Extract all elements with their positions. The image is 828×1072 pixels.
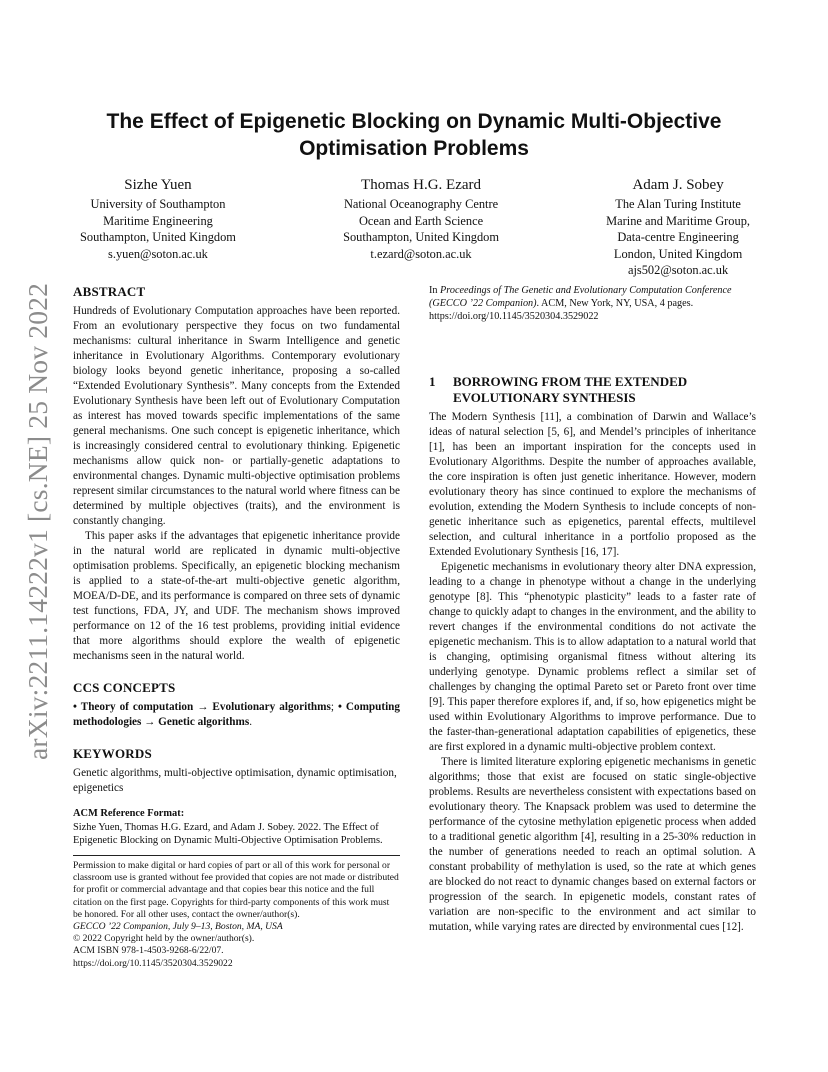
section-1-paragraph-2: Epigenetic mechanisms in evolutionary theory alter DNA expression, leading to a change in phenotype without a change in the underlying genotype [8]. This “phenotypic plasticity” leads to a faster rate of change to quickly adapt to changes in the environment, and the ability to revert changes if the environmental conditions do not activate the epigenetic mechanism. This is to allow adaptation to a natural world that is changing, optimising organismal fitness without altering its underlying genotype. Dynamic problems reflect a similar set of challenges by changing the optimal Pareto set or Pareto front over time [9]. This paper therefore explores if, and, if so, how epigenetics might be used within Evolutionary Algorithms to improve performance. Due to the faster-than-generational adaptation capabilities of epigenetics, these are first explored in a dynamic multi-objective problem context. xyxy=(429,560,756,753)
author-affiliation: The Alan Turing Institute xyxy=(615,197,741,211)
ccs-concepts-section xyxy=(73,680,400,730)
title-line-2: Optimisation Problems xyxy=(299,137,529,160)
proceedings-title: Proceedings of The Genetic and Evolutionary Computation Conference (GECCO ’22 Companion) xyxy=(429,285,732,310)
section-1-heading xyxy=(429,374,756,406)
keywords-section xyxy=(73,746,400,796)
author-location: Southampton, United Kingdom xyxy=(343,230,499,244)
ccs-heading: CCS CONCEPTS xyxy=(73,680,176,695)
abstract-paragraph-2: This paper asks if the advantages that epigenetic inheritance provide in the natural world are replicated in dynamic multi-objective optimisation problems. Specifically, an epigenetic blocking mechanism is applied to a state-of-the-art multi-objective genetic algorithm, MOEA/D-DE, and its performance is compared on three sets of dynamic test functions, FDA, JY, and UDF. The mechanism shows improved performance on 12 of the 16 test problems, providing initial evidence that more algorithms should explore the wealth of epigenetic mechanisms seen in the natural world. xyxy=(73,530,400,662)
author-block xyxy=(80,175,750,279)
abstract-section xyxy=(73,284,400,664)
author-name: Sizhe Yuen xyxy=(124,177,192,193)
permission-text: Permission to make digital or hard copies of part or all of this work for personal or classroom use is granted without fee provided that copies are not made or distributed for profit or commercial advantage and that copies bear this notice and the full citation on the first page. Copyrights for third-party components of this work must be honored. For all other uses, contact the owner/author(s). xyxy=(73,860,399,920)
author-name: Adam J. Sobey xyxy=(632,177,724,193)
author-2 xyxy=(343,175,499,279)
permission-footnote xyxy=(73,860,400,970)
author-department: Marine and Maritime Group, xyxy=(606,213,750,228)
doi-link[interactable]: https://doi.org/10.1145/3520304.3529022 xyxy=(73,957,233,969)
author-location: London, United Kingdom xyxy=(613,246,743,261)
author-email: s.yuen@soton.ac.uk xyxy=(108,246,208,261)
paper-title xyxy=(60,108,768,162)
proceedings-suffix: . ACM, New York, NY, USA, 4 pages. https://doi.org/10.1145/3520304.3529022 xyxy=(429,298,694,323)
keywords-text: Genetic algorithms, multi-objective optimisation, dynamic optimisation, epigenetics xyxy=(73,767,397,794)
acm-reference-heading: ACM Reference Format: xyxy=(73,808,185,819)
isbn-line: ACM ISBN 978-1-4503-9268-6/22/07. xyxy=(73,945,224,957)
arxiv-identifier: arXiv:2211.14222v1 [cs.NE] 25 Nov 2022 xyxy=(22,282,53,760)
title-line-1: The Effect of Epigenetic Blocking on Dynamic Multi-Objective xyxy=(106,110,722,133)
author-affiliation: National Oceanography Centre xyxy=(343,197,499,211)
section-number: 1 xyxy=(429,373,436,389)
acm-reference-text: Sizhe Yuen, Thomas H.G. Ezard, and Adam J. Sobey. 2022. The Effect of Epigenetic Blocking on Dynamic Multi-Objective Optimisation Problems. xyxy=(73,822,383,846)
section-1 xyxy=(429,374,756,935)
copyright-line: © 2022 Copyright held by the owner/author(s). xyxy=(73,933,255,945)
author-department-2: Data-centre Engineering xyxy=(617,230,739,244)
author-name: Thomas H.G. Ezard xyxy=(361,177,482,193)
author-department: Maritime Engineering xyxy=(103,213,213,228)
acm-reference-section xyxy=(73,806,400,847)
right-column xyxy=(429,284,756,935)
ccs-text xyxy=(73,700,400,730)
section-1-paragraph-3: There is limited literature exploring epigenetic mechanisms in genetic algorithms; those that exist are focused on static single-objective problems. Results are nevertheless consistent with expectations based on evolutionary theory. The Knapsack problem was used to determine the performance of the cytosine methylation epigenetic process when added to a traditional genetic algorithm [4], resulting in a 25-30% reduction in the number of generations needed to reach an optimal solution. A constant probability of methylation is used, so the rate at which genes are blocked do not react to dynamic changes based on external factors or progression of the search. In epigenetic models, constant rates of variation are non-specific to the environment and act similar to mutation, while varying rates are directed by environmental cues [12]. xyxy=(429,755,756,933)
section-1-paragraph-1: The Modern Synthesis [11], a combination of Darwin and Wallace’s ideas of natural selection [5, 6], and Mendel’s principles of inheritance [1], has been an important inspiration for the concepts used in Evolutionary Algorithms. Despite the number of approaches available, the core inspiration is often just genetic inheritance. However, modern evolutionary theory has since continued to explore the mechanisms of evolution, extending the Modern Synthesis to include concepts of non-genetic inheritance such as epigenetics, parental effects, multilevel selection, and cultural inheritance in a portfolio proposed as the Extended Evolutionary Synthesis [16, 17]. xyxy=(429,410,756,558)
author-department: Ocean and Earth Science xyxy=(358,213,484,228)
ccs-concept-2: • Computing methodologies → Genetic algorithms xyxy=(73,701,400,728)
ccs-concept-1: • Theory of computation → Evolutionary algorithms xyxy=(73,701,331,713)
ccs-separator: ; xyxy=(330,701,338,713)
conference-line: GECCO ’22 Companion, July 9–13, Boston, MA, USA xyxy=(73,921,283,933)
left-column xyxy=(73,284,400,970)
author-1 xyxy=(80,175,236,279)
proceedings-prefix: In xyxy=(429,285,441,296)
author-3 xyxy=(606,175,750,279)
author-affiliation: University of Southampton xyxy=(90,197,226,211)
abstract-heading: ABSTRACT xyxy=(73,284,146,299)
author-email: t.ezard@soton.ac.uk xyxy=(370,246,472,261)
keywords-heading: KEYWORDS xyxy=(73,746,152,761)
footnote-divider xyxy=(73,855,400,856)
proceedings-citation xyxy=(429,284,756,324)
author-email: ajs502@soton.ac.uk xyxy=(627,263,729,277)
abstract-paragraph-1: Hundreds of Evolutionary Computation approaches have been reported. From an evolutionary perspective they focus on two fundamental mechanisms: cultural inheritance in Swarm Intelligence and genetic inheritance in Evolutionary Algorithms. Contemporary evolutionary biology looks beyond genetic inheritance, proposing a so-called “Extended Evolutionary Synthesis”. Many concepts from the Extended Evolutionary Synthesis have been left out of Evolutionary Computation as interest has moved towards specific implementations of the same general mechanisms. One such concept is epigenetic inheritance, which is increasingly considered central to evolutionary thinking. Epigenetic mechanisms allow quick non- or partially-genetic adaptations to environmental changes. Dynamic multi-objective optimisation problems represent similar circumstances to the natural world where fitness can be determined by multiple objectives (traits), and the environment is constantly changing. xyxy=(73,305,400,527)
section-title: BORROWING FROM THE EXTENDED EVOLUTIONARY SYNTHESIS xyxy=(453,373,688,405)
author-location: Southampton, United Kingdom xyxy=(80,230,236,244)
ccs-end: . xyxy=(249,716,252,728)
